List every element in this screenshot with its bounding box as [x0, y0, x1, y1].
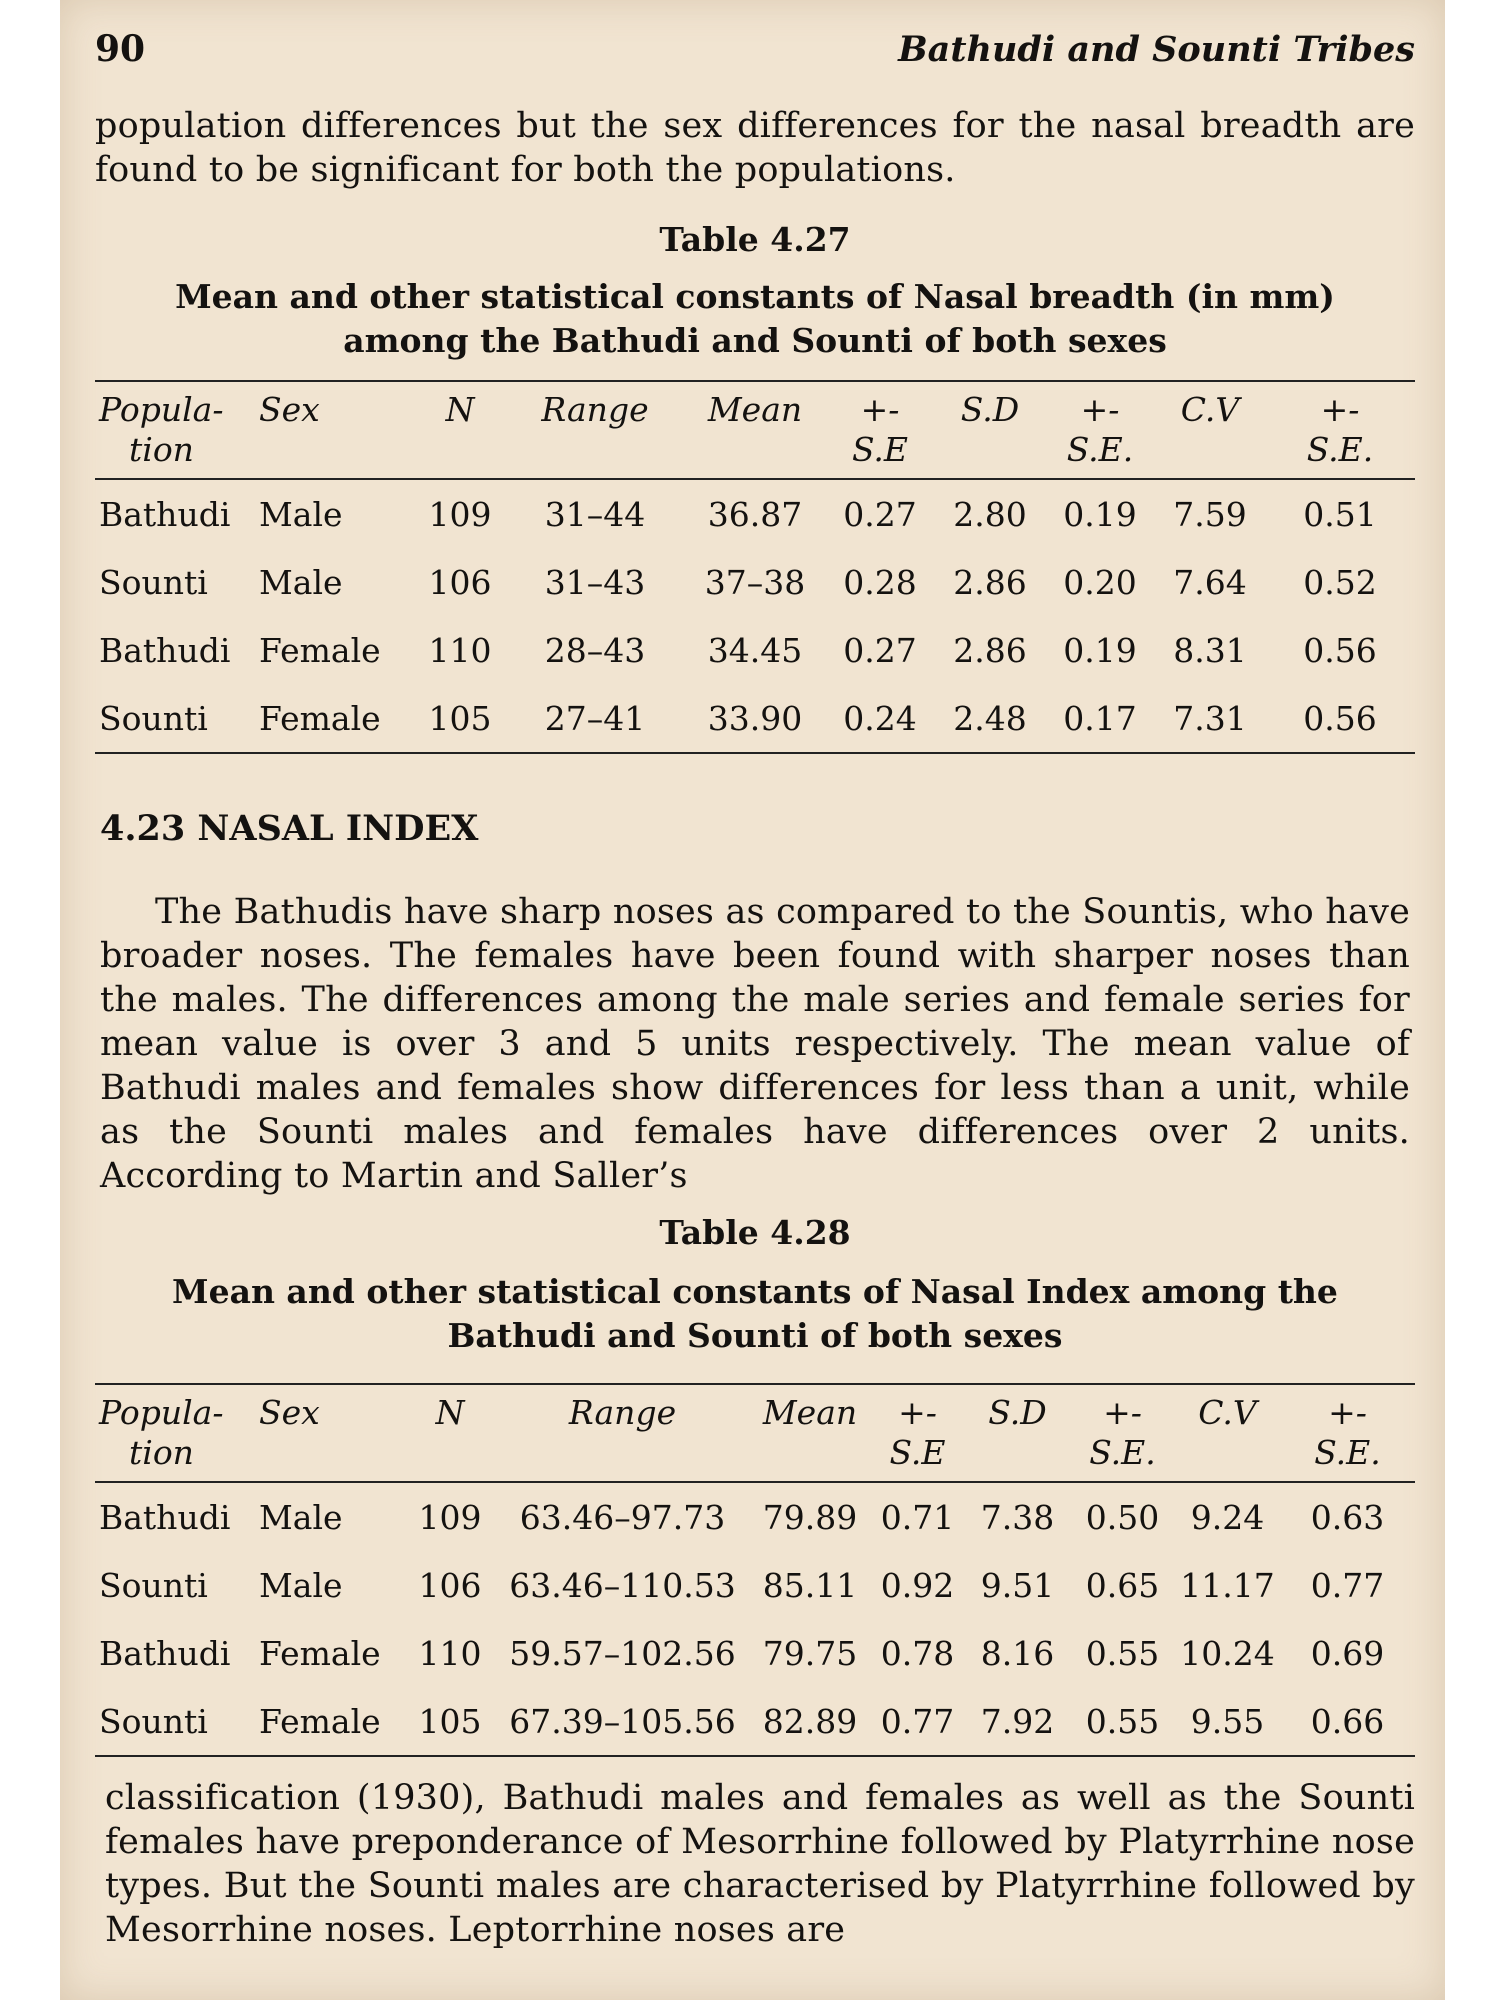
paragraph-top: population differences but the sex differences for the nasal breadth are found to be significant for both the populations.	[95, 106, 1415, 190]
cell-sd: 7.92	[980, 1701, 1055, 1741]
cell-sex: Female	[259, 698, 381, 738]
cell-n: 105	[418, 1701, 482, 1741]
cell-range: 63.46–97.73	[519, 1497, 726, 1537]
col-mean: Mean	[707, 390, 803, 429]
cell-se2: 0.50	[1085, 1497, 1160, 1537]
cell-se1: 0.27	[843, 494, 917, 534]
cell-n: 109	[418, 1497, 482, 1537]
cell-se1: 0.27	[843, 630, 917, 670]
cell-se1: 0.24	[843, 698, 917, 738]
col-population: Popula- tion	[99, 390, 224, 469]
cell-cv: 7.59	[1173, 494, 1247, 534]
table-4-27-caption-line2: among the Bathudi and Sounti of both sexes	[343, 321, 1167, 360]
col-range: Range	[568, 1393, 677, 1432]
cell-sex: Female	[259, 1633, 381, 1673]
table-row	[95, 1687, 1415, 1756]
cell-se3: 0.52	[1303, 562, 1377, 602]
cell-sex: Male	[259, 1497, 343, 1537]
cell-n: 110	[418, 1633, 482, 1673]
col-se3: +- S.E.	[1306, 390, 1374, 469]
cell-mean: 34.45	[707, 630, 803, 670]
cell-se3: 0.56	[1303, 698, 1377, 738]
table-row	[95, 616, 1415, 684]
cell-cv: 7.64	[1173, 562, 1247, 602]
cell-population: Bathudi	[99, 1497, 231, 1537]
cell-n: 105	[428, 698, 492, 738]
cell-sex: Male	[259, 562, 343, 602]
cell-sd: 9.51	[980, 1565, 1055, 1605]
cell-se1: 0.28	[843, 562, 917, 602]
table-row	[95, 548, 1415, 616]
cell-se3: 0.66	[1310, 1701, 1385, 1741]
cell-sd: 2.86	[953, 630, 1027, 670]
cell-sex: Female	[259, 1701, 381, 1741]
cell-n: 110	[428, 630, 492, 670]
cell-mean: 79.75	[762, 1633, 858, 1673]
cell-n: 106	[418, 1565, 482, 1605]
col-range: Range	[541, 390, 649, 429]
table-row	[95, 1619, 1415, 1687]
cell-sex: Male	[259, 1565, 343, 1605]
cell-cv: 7.31	[1173, 698, 1247, 738]
cell-population: Bathudi	[99, 1633, 231, 1673]
table-4-28-caption-line2: Bathudi and Sounti of both sexes	[447, 1316, 1063, 1355]
cell-range: 31–44	[544, 494, 646, 534]
col-se1: +- S.E	[889, 1393, 946, 1472]
cell-mean: 36.87	[707, 494, 803, 534]
table-4-28	[95, 1383, 1415, 1757]
cell-se1: 0.78	[880, 1633, 955, 1673]
cell-range: 63.46–110.53	[509, 1565, 736, 1605]
cell-range: 67.39–105.56	[509, 1701, 736, 1741]
cell-population: Sounti	[99, 698, 208, 738]
cell-sex: Female	[259, 630, 381, 670]
col-sex: Sex	[259, 390, 320, 429]
table-row	[95, 1551, 1415, 1619]
col-n: N	[445, 390, 475, 429]
cell-se2: 0.19	[1063, 494, 1137, 534]
table-row	[95, 1482, 1415, 1551]
table-row	[95, 479, 1415, 548]
table-row	[95, 684, 1415, 753]
col-se2: +- S.E.	[1089, 1393, 1156, 1472]
cell-se3: 0.63	[1310, 1497, 1385, 1537]
col-sex: Sex	[259, 1393, 320, 1432]
col-population: Popula- tion	[99, 1393, 224, 1472]
table-4-28-label: Table 4.28	[659, 1213, 851, 1252]
cell-sex: Male	[259, 494, 343, 534]
cell-population: Bathudi	[99, 630, 231, 670]
cell-se2: 0.17	[1063, 698, 1137, 738]
cell-mean: 37–38	[704, 562, 806, 602]
cell-population: Bathudi	[99, 494, 231, 534]
cell-sd: 2.86	[953, 562, 1027, 602]
cell-population: Sounti	[99, 562, 208, 602]
table-4-27-label: Table 4.27	[659, 220, 851, 259]
table-4-28-caption-line1: Mean and other statistical constants of Nasal Index among the	[172, 1272, 1338, 1311]
col-se2: +- S.E.	[1066, 390, 1134, 469]
cell-se1: 0.92	[880, 1565, 955, 1605]
cell-se3: 0.51	[1303, 494, 1377, 534]
col-sd: S.D	[988, 1393, 1047, 1432]
table-4-27-caption	[95, 275, 1415, 363]
cell-range: 59.57–102.56	[509, 1633, 736, 1673]
col-se3: +- S.E.	[1314, 1393, 1381, 1472]
cell-se2: 0.55	[1085, 1701, 1160, 1741]
cell-se1: 0.71	[880, 1497, 955, 1537]
col-mean: Mean	[762, 1393, 858, 1432]
cell-sd: 8.16	[980, 1633, 1055, 1673]
cell-se2: 0.65	[1085, 1565, 1160, 1605]
col-cv: C.V	[1198, 1393, 1257, 1432]
cell-se2: 0.19	[1063, 630, 1137, 670]
page-number: 90	[95, 28, 146, 70]
col-se1: +- S.E	[851, 390, 908, 469]
cell-mean: 79.89	[762, 1497, 858, 1537]
table-4-27-caption-line1: Mean and other statistical constants of Nasal breadth (in mm)	[175, 277, 1335, 316]
cell-cv: 8.31	[1173, 630, 1247, 670]
paragraph-middle: The Bathudis have sharp noses as compared to the Sountis, who have broader noses. The females have been found with sharper noses than the males. The differences among the male series and female series for mean value is over 3 and 5 units respectively. The mean value of Bathudi males and females show differences for less than a unit, while as the Sounti males and females have differences over 2 units. According to Martin and Saller’s	[100, 892, 1410, 1196]
cell-population: Sounti	[99, 1565, 208, 1605]
table-4-27	[95, 380, 1415, 754]
cell-n: 109	[428, 494, 492, 534]
cell-range: 31–43	[544, 562, 646, 602]
cell-population: Sounti	[99, 1701, 208, 1741]
cell-se2: 0.20	[1063, 562, 1137, 602]
cell-sd: 7.38	[980, 1497, 1055, 1537]
cell-range: 27–41	[544, 698, 646, 738]
cell-cv: 9.55	[1190, 1701, 1265, 1741]
cell-mean: 85.11	[762, 1565, 858, 1605]
cell-sd: 2.48	[953, 698, 1027, 738]
cell-mean: 33.90	[707, 698, 803, 738]
running-title: Bathudi and Sounti Tribes	[898, 29, 1415, 70]
cell-se3: 0.69	[1310, 1633, 1385, 1673]
col-cv: C.V	[1180, 390, 1240, 429]
cell-n: 106	[428, 562, 492, 602]
page-header	[95, 28, 1415, 78]
col-n: N	[435, 1393, 465, 1432]
cell-se1: 0.77	[880, 1701, 955, 1741]
cell-cv: 11.17	[1180, 1565, 1275, 1605]
cell-se3: 0.56	[1303, 630, 1377, 670]
cell-se3: 0.77	[1310, 1565, 1385, 1605]
cell-cv: 10.24	[1180, 1633, 1275, 1673]
cell-sd: 2.80	[953, 494, 1027, 534]
table-4-28-caption	[95, 1270, 1415, 1358]
table-header-row	[95, 1384, 1415, 1482]
table-header-row	[95, 381, 1415, 479]
paragraph-bottom: classification (1930), Bathudi males and females as well as the Sounti females have preponderance of Mesorrhine followed by Platyrrhine nose types. But the Sounti males are characterised by Platyrrhine followed by Mesorrhine noses. Leptorrhine noses are	[105, 1778, 1415, 1950]
cell-range: 28–43	[544, 630, 646, 670]
section-heading: 4.23 NASAL INDEX	[100, 808, 479, 849]
cell-cv: 9.24	[1190, 1497, 1265, 1537]
col-sd: S.D	[960, 390, 1020, 429]
cell-se2: 0.55	[1085, 1633, 1160, 1673]
cell-mean: 82.89	[762, 1701, 858, 1741]
